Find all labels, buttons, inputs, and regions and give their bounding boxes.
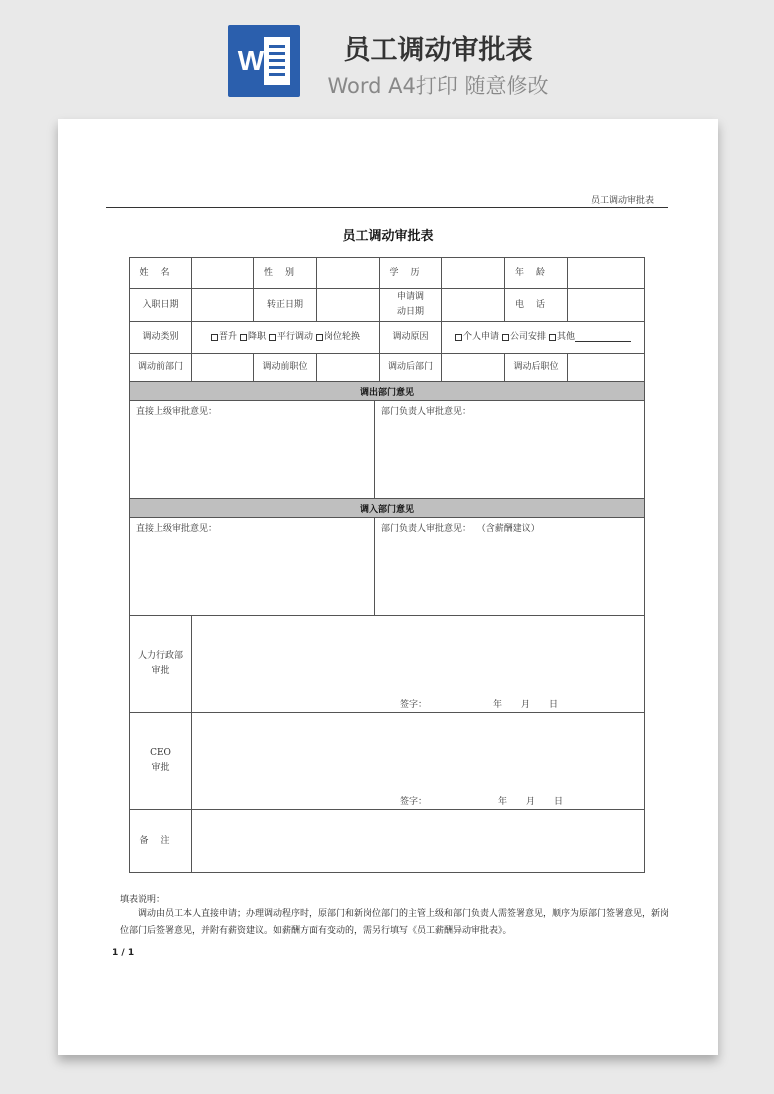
checkbox-icon[interactable] bbox=[240, 334, 247, 341]
transfer-type-option[interactable] bbox=[316, 330, 360, 345]
banner-title: 员工调动审批表 bbox=[343, 35, 533, 66]
hr-approval-label bbox=[130, 616, 192, 713]
checkbox-icon[interactable] bbox=[502, 334, 509, 341]
banner-subtitle: Word A4打印 随意修改 bbox=[327, 74, 549, 98]
ceo-label-line1: CEO bbox=[150, 748, 171, 758]
position-after-field[interactable] bbox=[568, 354, 644, 382]
transfer-type-option[interactable] bbox=[240, 330, 266, 345]
education-label bbox=[380, 258, 442, 289]
in-dept-head-opinion[interactable] bbox=[375, 518, 644, 616]
phone-label-text: 电话 bbox=[514, 299, 557, 310]
checkbox-icon[interactable] bbox=[316, 334, 323, 341]
notes-body: 调动由员工本人直接申请；办理调动程序时，原部门和新岗位部门的主管上级和部门负责人需签署意见，顺序为原部门签署意见，新岗位部门后签署意见，并附有薪资建议。如薪酬方面有变动的，需另行填写《员工薪酬异动审批表》。 bbox=[120, 909, 670, 936]
option-label: 平行调动 bbox=[277, 332, 314, 342]
running-header: 员工调动审批表 bbox=[590, 196, 654, 206]
dept-before-field[interactable] bbox=[192, 354, 254, 382]
ceo-approval-area[interactable] bbox=[192, 713, 644, 810]
remark-label-text: 备注 bbox=[139, 835, 182, 846]
age-label-text: 年龄 bbox=[514, 267, 557, 278]
ceo-label-line2: 审批 bbox=[151, 763, 170, 773]
remark-field[interactable] bbox=[192, 810, 644, 872]
in-dept-head-label: 部门负责人审批意见： （含薪酬建议） bbox=[381, 524, 540, 534]
transfer-reason-option[interactable] bbox=[502, 330, 546, 345]
hire-date-label: 入职日期 bbox=[130, 289, 192, 322]
transfer-type-option[interactable] bbox=[211, 330, 237, 345]
education-label-text: 学历 bbox=[389, 267, 432, 278]
gender-field[interactable] bbox=[317, 258, 380, 289]
checkbox-icon[interactable] bbox=[455, 334, 462, 341]
option-label: 个人申请 bbox=[462, 332, 499, 342]
name-label bbox=[130, 258, 192, 289]
phone-label bbox=[505, 289, 568, 322]
regular-date-label: 转正日期 bbox=[254, 289, 317, 322]
apply-date-label: 申请调动日期 bbox=[380, 289, 442, 322]
page-number: 1 / 1 bbox=[112, 948, 135, 958]
transfer-reason-option[interactable] bbox=[549, 330, 631, 345]
hr-approval-area[interactable] bbox=[192, 616, 644, 713]
ceo-month-label: 月 bbox=[526, 797, 536, 807]
document-page bbox=[58, 119, 718, 1055]
banner bbox=[0, 0, 774, 110]
out-dept-head-label: 部门负责人审批意见： bbox=[381, 407, 472, 417]
hr-year-label: 年 bbox=[493, 700, 503, 710]
remark-label bbox=[130, 810, 192, 872]
gender-label-text: 性别 bbox=[263, 267, 306, 278]
name-label-text: 姓名 bbox=[139, 267, 182, 278]
transfer-reason-label: 调动原因 bbox=[380, 322, 442, 354]
ceo-sign-label: 签字： bbox=[400, 797, 428, 807]
checkbox-icon[interactable] bbox=[269, 334, 276, 341]
hr-day-label: 日 bbox=[549, 700, 559, 710]
position-after-label: 调动后职位 bbox=[505, 354, 568, 382]
dept-after-field[interactable] bbox=[442, 354, 505, 382]
option-label: 其他 bbox=[557, 332, 576, 342]
hr-label-line1: 人力行政部 bbox=[137, 651, 183, 661]
out-section-header: 调出部门意见 bbox=[130, 382, 644, 401]
option-label: 降职 bbox=[247, 332, 266, 342]
out-supervisor-opinion[interactable] bbox=[130, 401, 375, 499]
document-title: 员工调动审批表 bbox=[342, 229, 434, 244]
option-label: 公司安排 bbox=[509, 332, 546, 342]
option-label: 晋升 bbox=[218, 332, 237, 342]
gender-label bbox=[254, 258, 317, 289]
out-dept-head-opinion[interactable] bbox=[375, 401, 644, 499]
approval-form-table bbox=[129, 257, 645, 873]
transfer-type-label: 调动类别 bbox=[130, 322, 192, 354]
transfer-reason-options bbox=[442, 322, 644, 354]
other-reason-blank[interactable] bbox=[575, 333, 631, 342]
phone-field[interactable] bbox=[568, 289, 644, 322]
ceo-approval-label bbox=[130, 713, 192, 810]
out-supervisor-label: 直接上级审批意见： bbox=[136, 407, 218, 417]
word-logo-icon bbox=[228, 25, 300, 97]
position-before-field[interactable] bbox=[317, 354, 380, 382]
checkbox-icon[interactable] bbox=[211, 334, 218, 341]
position-before-label: 调动前职位 bbox=[254, 354, 317, 382]
transfer-type-options bbox=[192, 322, 380, 354]
header-rule bbox=[106, 207, 668, 208]
checkbox-icon[interactable] bbox=[549, 334, 556, 341]
hr-label-line2: 审批 bbox=[151, 666, 170, 676]
age-label bbox=[505, 258, 568, 289]
education-field[interactable] bbox=[442, 258, 505, 289]
in-supervisor-opinion[interactable] bbox=[130, 518, 375, 616]
apply-date-field[interactable] bbox=[442, 289, 505, 322]
option-label: 岗位轮换 bbox=[324, 332, 361, 342]
word-logo-letter: W bbox=[237, 45, 265, 76]
transfer-type-option[interactable] bbox=[269, 330, 313, 345]
hr-sign-label: 签字： bbox=[400, 700, 428, 710]
transfer-reason-option[interactable] bbox=[455, 330, 499, 345]
name-field[interactable] bbox=[192, 258, 254, 289]
regular-date-field[interactable] bbox=[317, 289, 380, 322]
dept-before-label: 调动前部门 bbox=[130, 354, 192, 382]
dept-after-label: 调动后部门 bbox=[380, 354, 442, 382]
ceo-year-label: 年 bbox=[498, 797, 508, 807]
age-field[interactable] bbox=[568, 258, 644, 289]
in-section-header: 调入部门意见 bbox=[130, 499, 644, 518]
hr-month-label: 月 bbox=[521, 700, 531, 710]
hire-date-field[interactable] bbox=[192, 289, 254, 322]
ceo-day-label: 日 bbox=[554, 797, 564, 807]
in-supervisor-label: 直接上级审批意见： bbox=[136, 524, 218, 534]
notes-title: 填表说明： bbox=[120, 895, 166, 905]
